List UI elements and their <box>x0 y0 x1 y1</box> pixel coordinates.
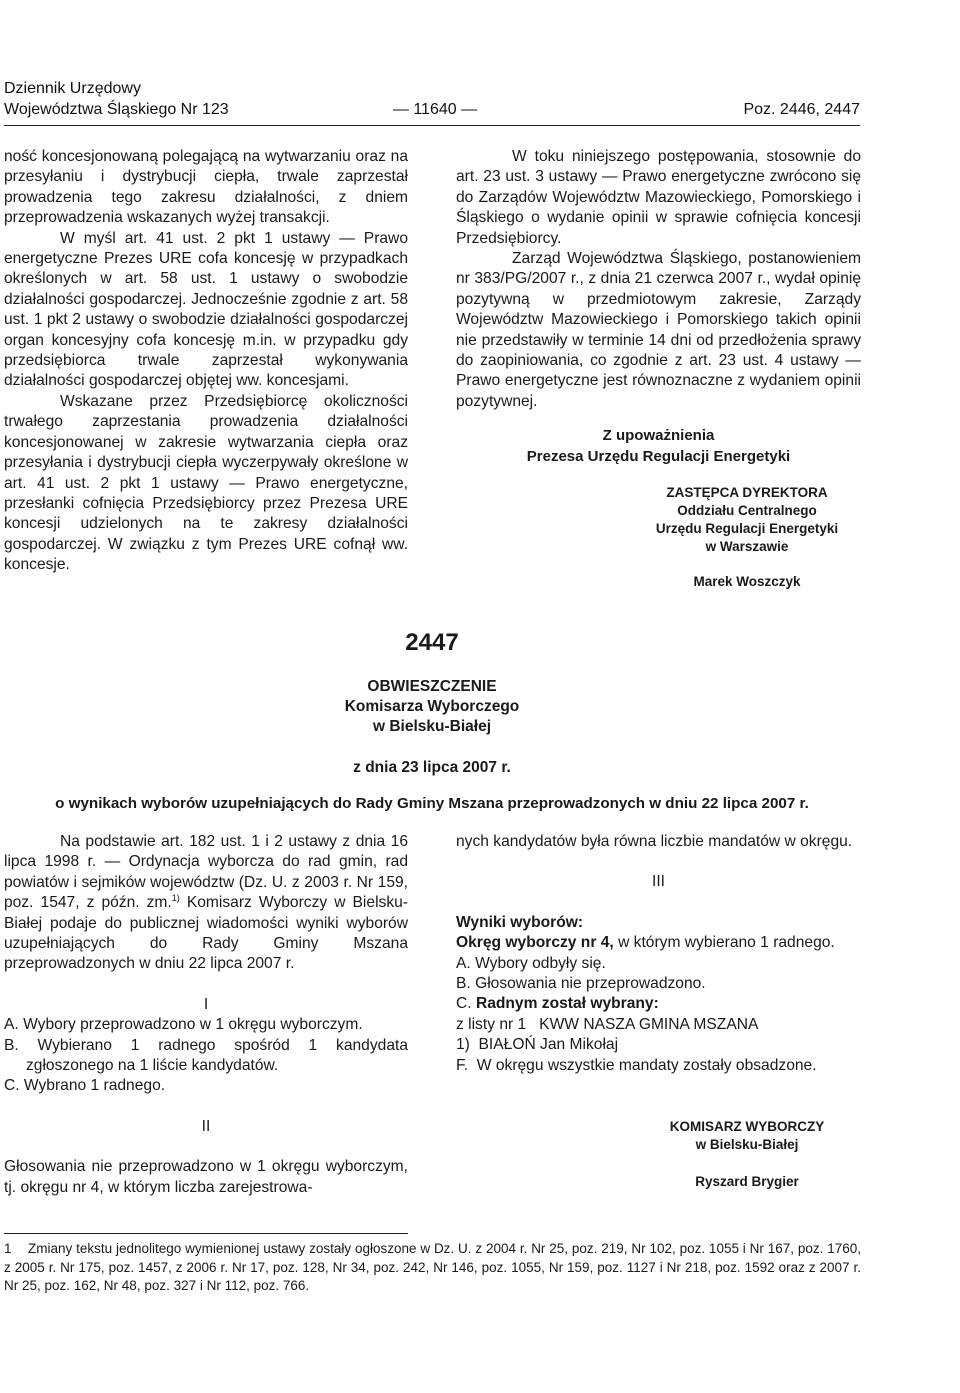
commissioner-block <box>545 1118 949 1154</box>
list-item: A. Wybory odbyły się. <box>456 954 606 972</box>
announcement-issuer-place: w Bielsku-Białej <box>372 718 491 735</box>
list-item: B. Głosowania nie przeprowadzono. <box>456 975 706 993</box>
list-item: B. Wybierano 1 radnego spośród 1 kandydata zgłoszonego na 1 liście kandydatów. <box>4 1036 408 1075</box>
announcement-title: OBWIESZCZENIE <box>367 678 497 695</box>
decision-right-column <box>456 147 861 412</box>
journal-title-line1: Dziennik Urzędowy <box>4 80 141 97</box>
intro-paragraph <box>4 832 408 975</box>
signatory-line: Urzędu Regulacji Energetyki <box>655 521 839 536</box>
position-number: Poz. 2446, 2447 <box>743 101 860 118</box>
list-item: C. Wybrano 1 radnego. <box>4 1077 166 1095</box>
announcement-number: 2447 <box>405 629 459 656</box>
elected-label: Radnym został wybrany: <box>475 995 659 1013</box>
footnote-text: Zmiany tekstu jednolitego wymienionej ustawy zostały ogłoszone w Dz. U. z 2004 r. Nr 25, poz. 219, Nr 102, poz. 1055 i Nr 167, poz. 1760, z 2005 r. Nr 175, poz. 1457, z 2006 r. Nr 17, poz. 128, Nr 34, poz. 242, Nr 146, poz. 1055, Nr 159, poz. 1127 i Nr 218, poz. 1592 oraz z 2007 r. Nr 25, poz. 162, Nr 48, poz. 327 i Nr 112, poz. 766. <box>4 1241 861 1293</box>
list-item <box>456 994 861 1014</box>
list-prefix: C. <box>456 995 476 1013</box>
results-heading: Wyniki wyborów: <box>456 913 584 931</box>
commissioner-place: w Bielsku-Białej <box>695 1137 799 1152</box>
announcement-subject: o wynikach wyborów uzupełniających do Rady Gminy Mszana przeprowadzonych w dniu 22 lipca 2007 r. <box>55 795 809 812</box>
commissioner-title: KOMISARZ WYBORCZY <box>669 1119 825 1134</box>
decision-left-column <box>4 147 408 576</box>
paragraph: ność koncesjonowaną polegającą na wytwarzaniu oraz na przesyłaniu i dystrybucji ciepła, trwale zaprzestał prowadzenia tego zakresu działalności, z dniem przeprowadzenia wskazanych wyżej transakcji. <box>4 148 408 227</box>
announcement-right-column <box>456 832 861 1076</box>
journal-title-line2: Województwa Śląskiego Nr 123 <box>4 101 229 118</box>
signatory-name: Marek Woszczyk <box>693 574 801 589</box>
elected-candidate: 1) BIAŁOŃ Jan Mikołaj <box>456 1036 619 1054</box>
announcement-issuer: Komisarza Wyborczego <box>344 698 520 715</box>
announcement-title-block <box>232 677 632 737</box>
page-number: — 11640 — <box>392 101 478 118</box>
footnote-divider <box>4 1233 408 1234</box>
paragraph: W toku niniejszego postępowania, stosownie do art. 23 ust. 3 ustawy — Prawo energetyczne zwrócono się do Zarządów Województw Mazowieckiego, Pomorskiego i Śląskiego o wydanie opinii w sprawie cofnięcia koncesji Przedsiębiorcy. <box>456 148 861 247</box>
section-i-heading: I <box>203 995 209 1013</box>
authorization-authority: Prezesa Urzędu Regulacji Energetyki <box>526 447 791 465</box>
paragraph: Zarząd Województwa Śląskiego, postanowieniem nr 383/PG/2007 r., z dnia 21 czerwca 2007 r., wydał opinię pozytywną w przedmiotowym zakresie, Zarządy Województw Mazowieckiego i Pomorskiego takich opinii nie przedstawiły w terminie 14 dni od przedłożenia sprawy do zaopiniowania, co zgodnie z art. 23 ust. 4 ustawy — Prawo energetyczne jest równoznaczne z wydaniem opinii pozytywnej. <box>456 250 861 410</box>
paragraph: nych kandydatów była równa liczbie mandatów w okręgu. <box>456 833 853 850</box>
district-paragraph <box>456 933 861 953</box>
signatory-line: ZASTĘPCA DYREKTORA <box>666 485 828 500</box>
list-item: A. Wybory przeprowadzono w 1 okręgu wyborczym. <box>4 1016 363 1034</box>
announcement-left-column <box>4 832 408 1198</box>
intro-text: Komisarz Wyborczy w Bielsku-Białej podaje do publicznej wiadomości wyniki wyborów uzupełniających do Rady Gminy Mszana przeprowadzonych w dniu 22 lipca 2007 r. <box>4 894 408 973</box>
list-item: F. W okręgu wszystkie mandaty zostały obsadzone. <box>456 1056 817 1074</box>
section-ii-heading: II <box>201 1117 211 1135</box>
authorization-block <box>456 426 861 467</box>
footnote-mark: 1 <box>4 1241 12 1256</box>
district-label: Okręg wyborczy nr 4, <box>456 934 614 952</box>
list-line: z listy nr 1 KWW NASZA GMINA MSZANA <box>456 1015 759 1033</box>
paragraph: Głosowania nie przeprowadzono w 1 okręgu wyborczym, tj. okręgu nr 4, w którym liczba zarejestrowa- <box>4 1158 408 1196</box>
footnote-reference: 1) <box>171 893 180 904</box>
paragraph: W myśl art. 41 ust. 2 pkt 1 ustawy — Prawo energetyczne Prezes URE cofa koncesję w przypadkach określonych w art. 58 ust. 1 ustawy o swobodzie działalności gospodarczej. Jednocześnie zgodnie z art. 58 ust. 1 pkt 2 ustawy o swobodzie działalności gospodarczej organ koncesyjny cofa koncesję m.in. w przypadku gdy przedsiębiorca trwale zaprzestał wykonywania działalności gospodarczej objętej ww. koncesjami. <box>4 229 408 390</box>
section-iii-heading: III <box>652 873 665 891</box>
paragraph: Wskazane przez Przedsiębiorcę okoliczności trwałego zaprzestania prowadzenia działalności koncesjonowanej w zakresie wytwarzania ciepła oraz przesyłania i dystrybucji ciepła wyczerpywały określone w art. 41 ust. 2 pkt 1 ustawy — Prawo energetyczne, przesłanki cofnięcia Przedsiębiorcy przez Prezesa URE koncesji udzielonych na te zakresy działalności gospodarczej. W związku z tym Prezes URE cofnął ww. koncesje. <box>4 392 408 574</box>
intro-text: Na podstawie art. 182 ust. 1 i 2 ustawy z dnia 16 lipca 1998 r. — Ordynacja wyborcza do rad gmin, rad powiatów i sejmików województw (Dz. U. z 2003 r. Nr 159, poz. 1547, z późn. zm. <box>4 833 408 912</box>
district-text: w którym wybierano 1 radnego. <box>613 934 835 952</box>
authorization-line: Z upoważnienia <box>602 427 715 444</box>
signatory-title <box>545 484 949 556</box>
commissioner-name: Ryszard Brygier <box>695 1174 799 1189</box>
announcement-date: z dnia 23 lipca 2007 r. <box>353 759 511 776</box>
signatory-line: w Warszawie <box>705 539 789 554</box>
signatory-line: Oddziału Centralnego <box>677 503 817 518</box>
header-divider <box>4 125 860 126</box>
